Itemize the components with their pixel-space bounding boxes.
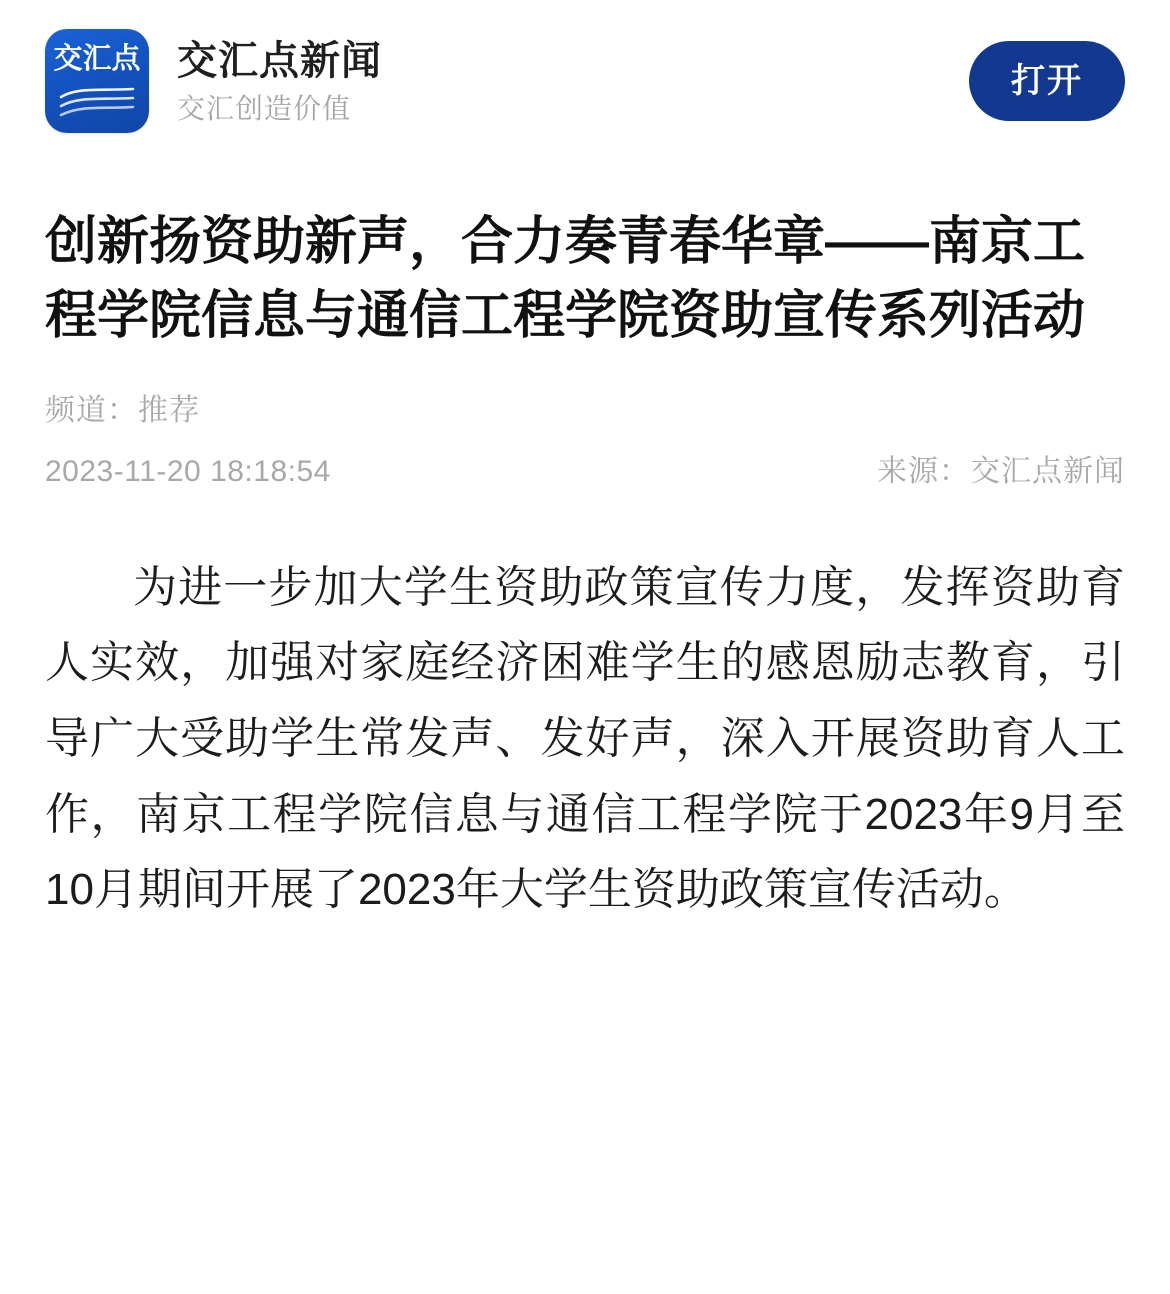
app-promo-bar bbox=[45, 0, 1125, 130]
app-name: 交汇点新闻 bbox=[177, 39, 382, 84]
app-info bbox=[177, 36, 969, 126]
article-date: 2023-11-20 18:18:54 bbox=[45, 454, 331, 488]
app-logo-text: 交汇点 bbox=[53, 43, 141, 75]
open-app-button[interactable]: 打开 bbox=[969, 41, 1125, 121]
page-title: 创新扬资助新声，合力奏青春华章——南京工程学院信息与通信工程学院资助宣传系列活动 bbox=[45, 213, 1086, 345]
article-meta-row bbox=[45, 449, 1125, 494]
article-meta bbox=[45, 388, 1125, 494]
article-paragraph: 为进一步加大学生资助政策宣传力度，发挥资助育人实效，加强对家庭经济困难学生的感恩励志教育，引导广大受助学生常发声、发好声，深入开展资助育人工作，南京工程学院信息与通信工程学院于2023年9月至10月期间开展了2023年大学生资助政策宣传活动。 bbox=[45, 562, 1125, 915]
logo-waves-icon bbox=[59, 87, 135, 117]
app-slogan: 交汇创造价值 bbox=[177, 93, 352, 125]
article-body bbox=[45, 550, 1125, 928]
article-source: 来源：交汇点新闻 bbox=[877, 454, 1125, 488]
jiaohuidian-logo-icon bbox=[45, 29, 149, 133]
article-channel: 频道：推荐 bbox=[45, 393, 200, 427]
article bbox=[45, 206, 1125, 928]
